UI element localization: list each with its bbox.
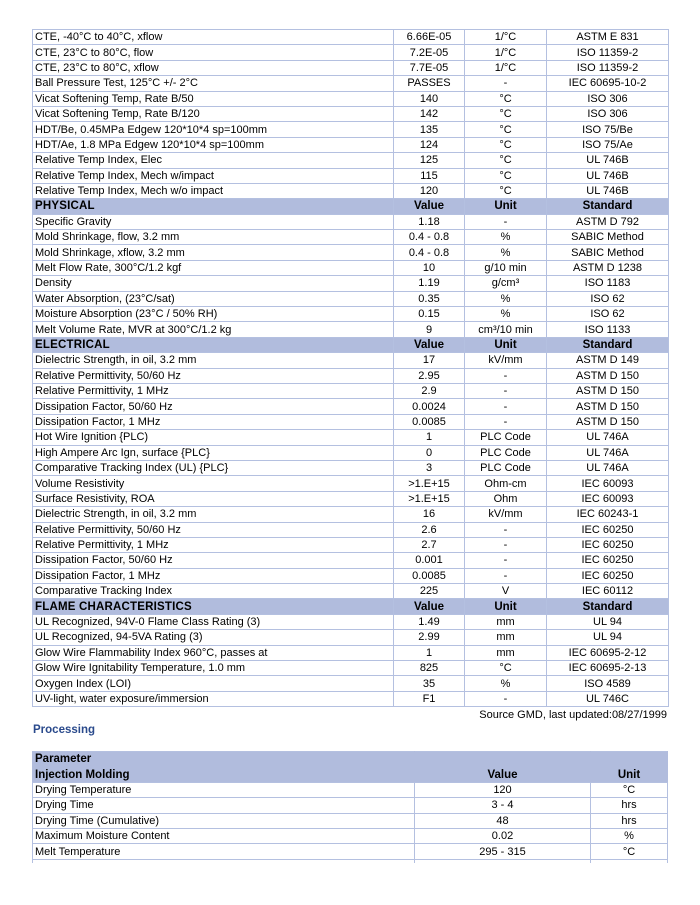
property-standard: ISO 1133 xyxy=(547,322,669,337)
processing-table-body xyxy=(33,752,668,863)
property-value: 10 xyxy=(394,260,465,275)
table-row xyxy=(33,568,669,583)
param-value: 3 - 4 xyxy=(415,798,591,813)
table-row xyxy=(33,630,669,645)
table-row xyxy=(33,691,669,706)
property-unit: - xyxy=(465,691,547,706)
property-value: 142 xyxy=(394,106,465,121)
property-name: Relative Permittivity, 1 MHz xyxy=(33,537,394,552)
property-unit: % xyxy=(465,245,547,260)
property-name: Glow Wire Ignitability Temperature, 1.0 mm xyxy=(33,661,394,676)
property-value: 0.35 xyxy=(394,291,465,306)
unit-header: Unit xyxy=(591,767,668,782)
property-unit: g/10 min xyxy=(465,260,547,275)
property-standard: UL 746A xyxy=(547,430,669,445)
property-unit: °C xyxy=(465,168,547,183)
table-row xyxy=(33,322,669,337)
property-value: F1 xyxy=(394,691,465,706)
value-header: Value xyxy=(394,337,465,352)
property-name: Dielectric Strength, in oil, 3.2 mm xyxy=(33,507,394,522)
property-standard: IEC 60695-10-2 xyxy=(547,76,669,91)
property-standard: UL 746A xyxy=(547,460,669,475)
property-unit: g/cm³ xyxy=(465,276,547,291)
table-row xyxy=(33,245,669,260)
table-row xyxy=(33,183,669,198)
property-name: Mold Shrinkage, xflow, 3.2 mm xyxy=(33,245,394,260)
cutoff-cell xyxy=(33,859,415,863)
property-unit: V xyxy=(465,584,547,599)
standard-header: Standard xyxy=(547,599,669,614)
parameter-header: Parameter xyxy=(33,752,415,767)
property-standard: ISO 306 xyxy=(547,91,669,106)
property-standard: ASTM D 149 xyxy=(547,353,669,368)
property-value: 35 xyxy=(394,676,465,691)
section-title: PHYSICAL xyxy=(33,199,394,214)
property-unit: 1/°C xyxy=(465,60,547,75)
property-name: Relative Temp Index, Elec xyxy=(33,153,394,168)
table-row xyxy=(33,307,669,322)
processing-title: Processing xyxy=(33,724,95,736)
property-name: Vicat Softening Temp, Rate B/50 xyxy=(33,91,394,106)
property-value: 135 xyxy=(394,122,465,137)
property-name: High Ampere Arc Ign, surface {PLC} xyxy=(33,445,394,460)
table-row xyxy=(33,676,669,691)
param-name: Drying Time xyxy=(33,798,415,813)
property-standard: IEC 60250 xyxy=(547,522,669,537)
property-name: Hot Wire Ignition {PLC) xyxy=(33,430,394,445)
cutoff-cell xyxy=(415,859,591,863)
table-row xyxy=(33,122,669,137)
property-unit: mm xyxy=(465,630,547,645)
property-name: Volume Resistivity xyxy=(33,476,394,491)
property-name: UV-light, water exposure/immersion xyxy=(33,691,394,706)
property-standard: UL 94 xyxy=(547,614,669,629)
table-row xyxy=(33,661,669,676)
property-unit: °C xyxy=(465,661,547,676)
property-value: 0.15 xyxy=(394,307,465,322)
processing-header-row xyxy=(33,752,668,767)
property-standard: IEC 60695-2-13 xyxy=(547,661,669,676)
header-spacer xyxy=(591,752,668,767)
property-unit: mm xyxy=(465,645,547,660)
property-standard: UL 746A xyxy=(547,445,669,460)
property-standard: IEC 60112 xyxy=(547,584,669,599)
value-header: Value xyxy=(394,599,465,614)
property-value: >1.E+15 xyxy=(394,476,465,491)
property-value: >1.E+15 xyxy=(394,491,465,506)
property-standard: UL 746B xyxy=(547,183,669,198)
property-standard: ASTM D 1238 xyxy=(547,260,669,275)
property-unit: - xyxy=(465,399,547,414)
property-name: Dielectric Strength, in oil, 3.2 mm xyxy=(33,353,394,368)
param-value: 48 xyxy=(415,813,591,828)
table-row xyxy=(33,45,669,60)
property-unit: - xyxy=(465,414,547,429)
table-row xyxy=(33,507,669,522)
property-unit: mm xyxy=(465,614,547,629)
property-unit: % xyxy=(465,676,547,691)
property-standard: IEC 60250 xyxy=(547,553,669,568)
property-value: 2.9 xyxy=(394,383,465,398)
property-unit: - xyxy=(465,522,547,537)
standard-header: Standard xyxy=(547,199,669,214)
param-unit: °C xyxy=(591,782,668,797)
property-name: Surface Resistivity, ROA xyxy=(33,491,394,506)
property-unit: °C xyxy=(465,153,547,168)
property-unit: cm³/10 min xyxy=(465,322,547,337)
property-name: Dissipation Factor, 50/60 Hz xyxy=(33,399,394,414)
table-row xyxy=(33,168,669,183)
property-unit: Ohm-cm xyxy=(465,476,547,491)
table-row xyxy=(33,76,669,91)
property-value: 7.7E-05 xyxy=(394,60,465,75)
property-name: Melt Flow Rate, 300°C/1.2 kgf xyxy=(33,260,394,275)
property-value: PASSES xyxy=(394,76,465,91)
source-note: Source GMD, last updated:08/27/1999 xyxy=(479,709,667,721)
property-unit: - xyxy=(465,368,547,383)
property-standard: ISO 11359-2 xyxy=(547,45,669,60)
property-value: 0.4 - 0.8 xyxy=(394,245,465,260)
property-unit: °C xyxy=(465,106,547,121)
table-row xyxy=(33,584,669,599)
property-value: 0.4 - 0.8 xyxy=(394,230,465,245)
property-unit: PLC Code xyxy=(465,460,547,475)
table-row xyxy=(33,537,669,552)
property-name: Glow Wire Flammability Index 960°C, passes at xyxy=(33,645,394,660)
table-row xyxy=(33,30,669,45)
table-row xyxy=(33,91,669,106)
property-value: 1.19 xyxy=(394,276,465,291)
property-name: Water Absorption, (23°C/sat) xyxy=(33,291,394,306)
cutoff-cell xyxy=(591,859,668,863)
property-unit: kV/mm xyxy=(465,507,547,522)
property-value: 2.95 xyxy=(394,368,465,383)
table-row xyxy=(33,106,669,121)
table-row xyxy=(33,137,669,152)
property-value: 0.001 xyxy=(394,553,465,568)
property-name: Relative Permittivity, 50/60 Hz xyxy=(33,368,394,383)
property-standard: IEC 60093 xyxy=(547,476,669,491)
property-value: 2.6 xyxy=(394,522,465,537)
property-name: Dissipation Factor, 1 MHz xyxy=(33,568,394,583)
section-title: FLAME CHARACTERISTICS xyxy=(33,599,394,614)
property-value: 1 xyxy=(394,430,465,445)
table-row xyxy=(33,368,669,383)
property-name: Comparative Tracking Index xyxy=(33,584,394,599)
param-name: Maximum Moisture Content xyxy=(33,828,415,843)
property-unit: % xyxy=(465,291,547,306)
property-name: Mold Shrinkage, flow, 3.2 mm xyxy=(33,230,394,245)
property-name: Relative Permittivity, 1 MHz xyxy=(33,383,394,398)
param-name: Melt Temperature xyxy=(33,844,415,859)
group-header: Injection Molding xyxy=(33,767,415,782)
processing-table xyxy=(32,751,668,863)
table-row xyxy=(33,383,669,398)
property-name: Relative Temp Index, Mech w/o impact xyxy=(33,183,394,198)
property-unit: °C xyxy=(465,91,547,106)
table-row xyxy=(33,553,669,568)
property-unit: PLC Code xyxy=(465,430,547,445)
property-standard: ASTM D 150 xyxy=(547,383,669,398)
property-standard: UL 746C xyxy=(547,691,669,706)
property-value: 3 xyxy=(394,460,465,475)
properties-table xyxy=(32,29,669,707)
standard-header: Standard xyxy=(547,337,669,352)
property-value: 2.7 xyxy=(394,537,465,552)
property-unit: % xyxy=(465,307,547,322)
property-standard: UL 94 xyxy=(547,630,669,645)
property-name: Comparative Tracking Index (UL) {PLC} xyxy=(33,460,394,475)
property-name: Density xyxy=(33,276,394,291)
property-value: 16 xyxy=(394,507,465,522)
property-value: 140 xyxy=(394,91,465,106)
property-value: 0 xyxy=(394,445,465,460)
section-header-row xyxy=(33,199,669,214)
property-standard: ISO 11359-2 xyxy=(547,60,669,75)
section-header-row xyxy=(33,599,669,614)
property-value: 6.66E-05 xyxy=(394,30,465,45)
table-row xyxy=(33,813,668,828)
property-value: 825 xyxy=(394,661,465,676)
property-standard: SABIC Method xyxy=(547,245,669,260)
table-row xyxy=(33,230,669,245)
property-unit: - xyxy=(465,568,547,583)
header-spacer xyxy=(415,752,591,767)
section-header-row xyxy=(33,337,669,352)
param-unit: % xyxy=(591,828,668,843)
property-name: Vicat Softening Temp, Rate B/120 xyxy=(33,106,394,121)
table-row xyxy=(33,476,669,491)
unit-header: Unit xyxy=(465,337,547,352)
property-value: 9 xyxy=(394,322,465,337)
property-name: Dissipation Factor, 1 MHz xyxy=(33,414,394,429)
property-value: 125 xyxy=(394,153,465,168)
table-row xyxy=(33,782,668,797)
property-name: Relative Permittivity, 50/60 Hz xyxy=(33,522,394,537)
property-unit: % xyxy=(465,230,547,245)
property-standard: IEC 60695-2-12 xyxy=(547,645,669,660)
property-standard: IEC 60243-1 xyxy=(547,507,669,522)
table-row xyxy=(33,522,669,537)
property-name: CTE, -40°C to 40°C, xflow xyxy=(33,30,394,45)
table-row xyxy=(33,260,669,275)
property-unit: kV/mm xyxy=(465,353,547,368)
property-standard: IEC 60250 xyxy=(547,537,669,552)
property-standard: IEC 60093 xyxy=(547,491,669,506)
property-name: Dissipation Factor, 50/60 Hz xyxy=(33,553,394,568)
property-unit: PLC Code xyxy=(465,445,547,460)
property-unit: - xyxy=(465,214,547,229)
property-standard: ISO 4589 xyxy=(547,676,669,691)
table-row xyxy=(33,353,669,368)
property-standard: ASTM E 831 xyxy=(547,30,669,45)
property-standard: UL 746B xyxy=(547,153,669,168)
property-unit: - xyxy=(465,553,547,568)
table-row xyxy=(33,645,669,660)
properties-table-body xyxy=(33,30,669,707)
property-name: Oxygen Index (LOI) xyxy=(33,676,394,691)
table-row xyxy=(33,798,668,813)
property-value: 225 xyxy=(394,584,465,599)
property-standard: UL 746B xyxy=(547,168,669,183)
param-name: Drying Temperature xyxy=(33,782,415,797)
property-value: 0.0024 xyxy=(394,399,465,414)
table-row xyxy=(33,430,669,445)
property-value: 120 xyxy=(394,183,465,198)
table-row xyxy=(33,614,669,629)
property-standard: ISO 1183 xyxy=(547,276,669,291)
table-row-cutoff xyxy=(33,859,668,863)
property-name: HDT/Be, 0.45MPa Edgew 120*10*4 sp=100mm xyxy=(33,122,394,137)
property-unit: °C xyxy=(465,183,547,198)
param-value: 120 xyxy=(415,782,591,797)
unit-header: Unit xyxy=(465,199,547,214)
property-unit: - xyxy=(465,383,547,398)
property-name: CTE, 23°C to 80°C, xflow xyxy=(33,60,394,75)
property-name: Melt Volume Rate, MVR at 300°C/1.2 kg xyxy=(33,322,394,337)
property-standard: ISO 62 xyxy=(547,291,669,306)
param-unit: hrs xyxy=(591,798,668,813)
table-row xyxy=(33,828,668,843)
section-title: ELECTRICAL xyxy=(33,337,394,352)
param-value: 0.02 xyxy=(415,828,591,843)
property-value: 7.2E-05 xyxy=(394,45,465,60)
property-value: 1 xyxy=(394,645,465,660)
property-name: HDT/Ae, 1.8 MPa Edgew 120*10*4 sp=100mm xyxy=(33,137,394,152)
table-row xyxy=(33,276,669,291)
property-standard: ASTM D 150 xyxy=(547,414,669,429)
property-standard: ISO 62 xyxy=(547,307,669,322)
property-value: 2.99 xyxy=(394,630,465,645)
property-value: 124 xyxy=(394,137,465,152)
table-row xyxy=(33,399,669,414)
property-standard: ASTM D 150 xyxy=(547,399,669,414)
table-row xyxy=(33,153,669,168)
param-unit: hrs xyxy=(591,813,668,828)
property-unit: °C xyxy=(465,137,547,152)
property-unit: °C xyxy=(465,122,547,137)
property-name: Moisture Absorption (23°C / 50% RH) xyxy=(33,307,394,322)
property-name: Relative Temp Index, Mech w/impact xyxy=(33,168,394,183)
property-unit: 1/°C xyxy=(465,45,547,60)
property-name: CTE, 23°C to 80°C, flow xyxy=(33,45,394,60)
property-standard: IEC 60250 xyxy=(547,568,669,583)
param-unit: °C xyxy=(591,844,668,859)
property-value: 0.0085 xyxy=(394,414,465,429)
value-header: Value xyxy=(415,767,591,782)
table-row xyxy=(33,291,669,306)
property-standard: ASTM D 150 xyxy=(547,368,669,383)
property-standard: SABIC Method xyxy=(547,230,669,245)
property-standard: ASTM D 792 xyxy=(547,214,669,229)
table-row xyxy=(33,844,668,859)
table-row xyxy=(33,60,669,75)
property-unit: - xyxy=(465,76,547,91)
table-row xyxy=(33,491,669,506)
property-unit: 1/°C xyxy=(465,30,547,45)
property-name: Specific Gravity xyxy=(33,214,394,229)
property-value: 115 xyxy=(394,168,465,183)
property-standard: ISO 306 xyxy=(547,106,669,121)
param-name: Drying Time (Cumulative) xyxy=(33,813,415,828)
param-value: 295 - 315 xyxy=(415,844,591,859)
unit-header: Unit xyxy=(465,599,547,614)
processing-group-row xyxy=(33,767,668,782)
property-unit: - xyxy=(465,537,547,552)
property-value: 1.49 xyxy=(394,614,465,629)
table-row xyxy=(33,445,669,460)
property-standard: ISO 75/Ae xyxy=(547,137,669,152)
property-name: UL Recognized, 94V-0 Flame Class Rating (3) xyxy=(33,614,394,629)
property-unit: Ohm xyxy=(465,491,547,506)
property-value: 0.0085 xyxy=(394,568,465,583)
property-name: Ball Pressure Test, 125°C +/- 2°C xyxy=(33,76,394,91)
property-value: 17 xyxy=(394,353,465,368)
table-row xyxy=(33,414,669,429)
property-standard: ISO 75/Be xyxy=(547,122,669,137)
value-header: Value xyxy=(394,199,465,214)
property-name: UL Recognized, 94-5VA Rating (3) xyxy=(33,630,394,645)
property-value: 1.18 xyxy=(394,214,465,229)
table-row xyxy=(33,460,669,475)
table-row xyxy=(33,214,669,229)
